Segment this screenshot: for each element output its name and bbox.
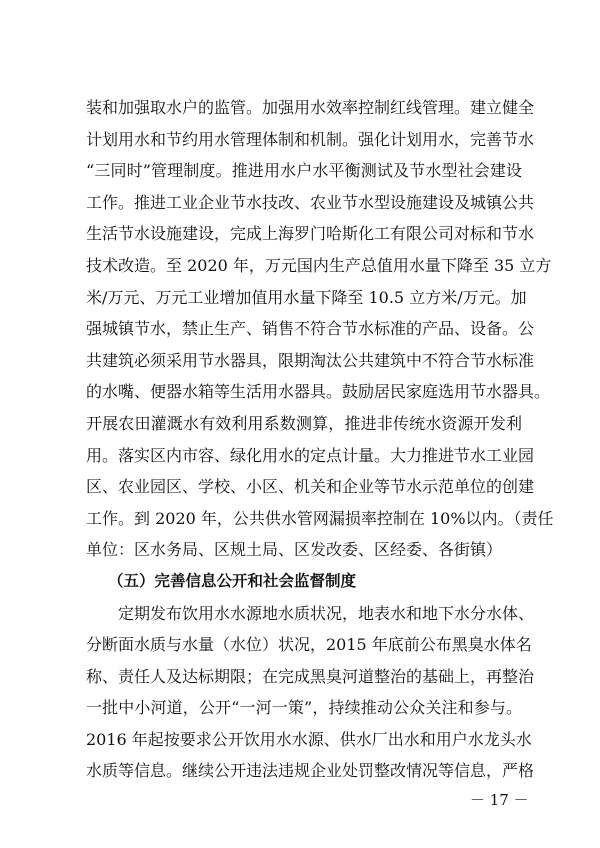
paragraph-line: 工作。推进工业企业节水技改、农业节水型设施建设及城镇公共 bbox=[86, 192, 535, 212]
paragraph-line: 的水嘴、便器水箱等生活用水器具。鼓励居民家庭选用节水器具。 bbox=[86, 382, 551, 402]
paragraph-line: 共建筑必须采用节水器具，限期淘汰公共建筑中不符合节水标准 bbox=[86, 350, 535, 370]
section-line: 一批中小河道，公开“一河一策”，持续推动公众关注和参与。 bbox=[86, 698, 522, 718]
paragraph-line: 单位：区水务局、区规土局、区发改委、区经委、各街镇） bbox=[86, 540, 503, 560]
paragraph-line: 区、农业园区、学校、小区、机关和企业等节水示范单位的创建 bbox=[86, 477, 535, 497]
paragraph-line: 强城镇节水，禁止生产、销售不符合节水标准的产品、设备。公 bbox=[86, 319, 535, 339]
page-number: － 17 － bbox=[470, 791, 529, 809]
section-line: 分断面水质与水量（水位）状况，2015 年底前公布黑臭水体名 bbox=[86, 635, 532, 655]
section-heading: （五）完善信息公开和社会监督制度 bbox=[108, 571, 357, 590]
paragraph-line: 用。落实区内市容、绿化用水的定点计量。大力推进节水工业园 bbox=[86, 445, 535, 465]
paragraph-line: 装和加强取水户的监管。加强用水效率控制红线管理。建立健全 bbox=[86, 98, 535, 117]
paragraph-line: 生活节水设施建设，完成上海罗门哈斯化工有限公司对标和节水 bbox=[86, 224, 535, 244]
paragraph-line: “三同时”管理制度。推进用水户水平衡测试及节水型社会建设 bbox=[86, 161, 522, 181]
paragraph-line: 米/万元、万元工业增加值用水量下降至 10.5 立方米/万元。加 bbox=[86, 287, 527, 307]
section-line: 2016 年起按要求公开饮用水水源、供水厂出水和用户水龙头水 bbox=[86, 729, 532, 749]
paragraph-line: 开展农田灌溉水有效利用系数测算，推进非传统水资源开发利 bbox=[86, 413, 522, 433]
paragraph-line: 计划用水和节约用水管理体制和机制。强化计划用水，完善节水 bbox=[86, 129, 535, 149]
body-text bbox=[86, 92, 554, 787]
section-line: 定期发布饮用水水源地水质状况，地表水和地下水分水体、 bbox=[86, 603, 535, 623]
paragraph-line: 技术改造。至 2020 年，万元国内生产总值用水量下降至 35 立方 bbox=[86, 255, 552, 275]
section-line: 水质等信息。继续公开违法违规企业处罚整改情况等信息，严格 bbox=[86, 761, 535, 781]
section-line: 称、责任人及达标期限；在完成黑臭河道整治的基础上，再整治 bbox=[86, 666, 535, 686]
paragraph-line: 工作。到 2020 年，公共供水管网漏损率控制在 10%以内。（责任 bbox=[86, 508, 554, 528]
